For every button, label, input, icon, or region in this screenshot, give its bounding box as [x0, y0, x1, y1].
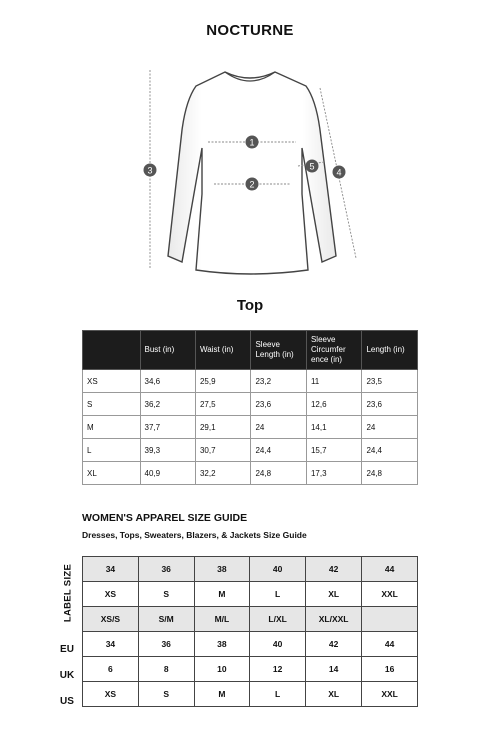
size-guide-table	[82, 556, 418, 707]
guide-cell: S	[138, 682, 194, 707]
region-label-us: US	[60, 696, 74, 707]
guide-cell: XS	[83, 582, 139, 607]
label-size-text: LABEL SIZE	[62, 563, 74, 623]
guide-cell: XXL	[362, 682, 418, 707]
header-sleeve-length: Sleeve Length (in)	[251, 331, 306, 370]
region-label-eu: EU	[60, 644, 74, 655]
label-row-numeric	[83, 557, 418, 582]
guide-cell: XL	[306, 682, 362, 707]
guide-cell: L	[250, 582, 306, 607]
brand-title: NOCTURNE	[206, 22, 294, 39]
label-row-letter	[83, 582, 418, 607]
size-cell: S	[83, 393, 141, 416]
marker-5-label: 5	[309, 161, 315, 172]
guide-cell: 34	[83, 557, 139, 582]
region-row-us	[83, 682, 418, 707]
guide-cell: 40	[250, 632, 306, 657]
bust-cell: 34,6	[140, 370, 195, 393]
length-cell: 23,6	[362, 393, 418, 416]
bust-cell: 37,7	[140, 416, 195, 439]
guide-cell: L	[250, 682, 306, 707]
guide-cell: S/M	[138, 607, 194, 632]
size-cell: M	[83, 416, 141, 439]
guide-cell: S	[138, 582, 194, 607]
garment-outline	[168, 72, 336, 274]
sleeve-length-cell: 24	[251, 416, 306, 439]
sleeve-length-cell: 23,6	[251, 393, 306, 416]
guide-cell: 38	[194, 557, 250, 582]
length-cell: 24	[362, 416, 418, 439]
header-bust: Bust (in)	[140, 331, 195, 370]
guide-cell: 14	[306, 657, 362, 682]
sleeve-circ-cell: 14,1	[306, 416, 361, 439]
guide-subtitle: Dresses, Tops, Sweaters, Blazers, & Jackets Size Guide	[82, 530, 307, 540]
waist-cell: 29,1	[195, 416, 250, 439]
table-row	[83, 439, 418, 462]
guide-cell: M/L	[194, 607, 250, 632]
length-cell: 23,5	[362, 370, 418, 393]
marker-4-label: 4	[336, 167, 342, 178]
guide-cell: 44	[362, 557, 418, 582]
waist-cell: 32,2	[195, 462, 250, 485]
sleeve-circ-cell: 15,7	[306, 439, 361, 462]
table-row	[83, 416, 418, 439]
guide-cell: 40	[250, 557, 306, 582]
guide-cell: 12	[250, 657, 306, 682]
region-row-eu	[83, 632, 418, 657]
marker-2-label: 2	[249, 179, 255, 190]
marker-1-label: 1	[249, 137, 255, 148]
guide-cell: XS	[83, 682, 139, 707]
guide-cell	[362, 607, 418, 632]
guide-cell: L/XL	[250, 607, 306, 632]
measurement-header-row	[83, 331, 418, 370]
guide-cell: 44	[362, 632, 418, 657]
header-sleeve-circumference: Sleeve Circumfer ence (in)	[306, 331, 361, 370]
sleeve-length-cell: 23,2	[251, 370, 306, 393]
sleeve-circ-cell: 12,6	[306, 393, 361, 416]
guide-cell: 10	[194, 657, 250, 682]
waist-cell: 30,7	[195, 439, 250, 462]
guide-cell: 42	[306, 632, 362, 657]
sleeve-circ-cell: 17,3	[306, 462, 361, 485]
guide-cell: 6	[83, 657, 139, 682]
guide-cell: M	[194, 682, 250, 707]
bust-cell: 39,3	[140, 439, 195, 462]
size-cell: XS	[83, 370, 141, 393]
guide-title: WOMEN'S APPAREL SIZE GUIDE	[82, 512, 248, 524]
guide-cell: 8	[138, 657, 194, 682]
length-cell: 24,4	[362, 439, 418, 462]
guide-cell: XL	[306, 582, 362, 607]
guide-cell: 16	[362, 657, 418, 682]
table-row	[83, 393, 418, 416]
guide-cell: 36	[138, 632, 194, 657]
guide-cell: XXL	[362, 582, 418, 607]
measurement-table	[82, 330, 418, 485]
size-cell: XL	[83, 462, 141, 485]
garment-diagram	[130, 60, 370, 280]
guide-cell: 38	[194, 632, 250, 657]
label-row-combined	[83, 607, 418, 632]
guide-cell: XL/XXL	[306, 607, 362, 632]
guide-cell: 42	[306, 557, 362, 582]
guide-cell: 36	[138, 557, 194, 582]
region-row-uk	[83, 657, 418, 682]
marker-3-label: 3	[147, 165, 153, 176]
table-row	[83, 370, 418, 393]
section-title: Top	[236, 297, 264, 314]
bust-cell: 36,2	[140, 393, 195, 416]
header-length: Length (in)	[362, 331, 418, 370]
length-cell: 24,8	[362, 462, 418, 485]
sleeve-circ-cell: 11	[306, 370, 361, 393]
guide-cell: M	[194, 582, 250, 607]
waist-cell: 25,9	[195, 370, 250, 393]
sleeve-length-cell: 24,4	[251, 439, 306, 462]
region-label-uk: UK	[59, 670, 75, 681]
guide-cell: 34	[83, 632, 139, 657]
sleeve-length-cell: 24,8	[251, 462, 306, 485]
header-corner	[83, 331, 141, 370]
size-cell: L	[83, 439, 141, 462]
guide-cell: XS/S	[83, 607, 139, 632]
bust-cell: 40,9	[140, 462, 195, 485]
header-waist: Waist (in)	[195, 331, 250, 370]
waist-cell: 27,5	[195, 393, 250, 416]
table-row	[83, 462, 418, 485]
label-size-heading	[53, 560, 83, 626]
